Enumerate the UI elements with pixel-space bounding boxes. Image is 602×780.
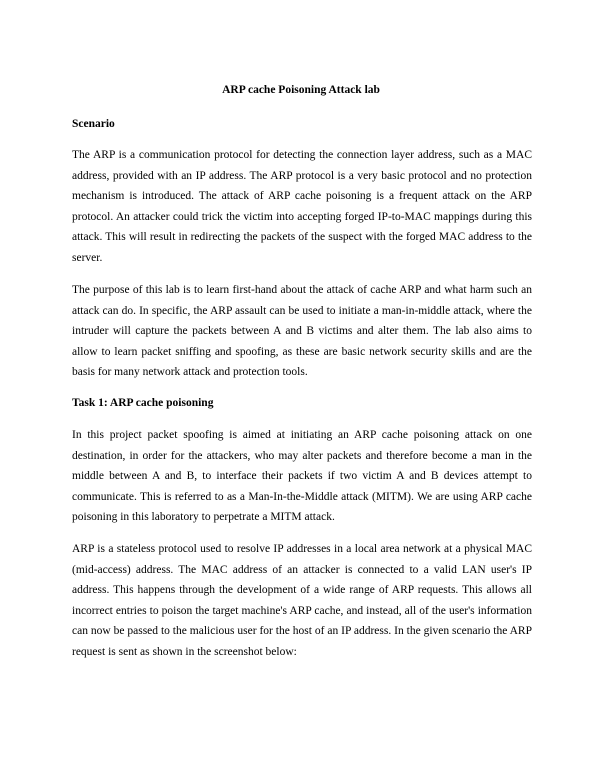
paragraph-scenario-2: The purpose of this lab is to learn first-hand about the attack of cache ARP and what harm such an attack can do. In specific, the ARP assault can be used to initiate a man-in-middle attack, where the intruder will capture the packets between A and B victims and alter them. The lab also aims to allow to learn packet sniffing and spoofing, as these are basic network security skills and are the basis for many network attack and protection tools. [72,284,532,378]
section-heading-scenario: Scenario [72,118,115,130]
section-heading-task1: Task 1: ARP cache poisoning [72,397,214,409]
paragraph-task1-1: In this project packet spoofing is aimed at initiating an ARP cache poisoning attack on one destination, in order for the attackers, who may alter packets and therefore become a man in the middle between A and B, to interface their packets if two victim A and B devices attempt to communicate. This is referred to as a Man-In-the-Middle attack (MITM). We are using ARP cache poisoning in this laboratory to perpetrate a MITM attack. [72,429,532,523]
paragraph-task1-2: ARP is a stateless protocol used to resolve IP addresses in a local area network at a physical MAC (mid-access) address. The MAC address of an attacker is connected to a valid LAN user's IP address. This happens through the development of a wide range of ARP requests. This allows all incorrect entries to poison the target machine's ARP cache, and instead, all of the user's information can now be passed to the malicious user for the host of an IP address. In the given scenario the ARP request is sent as shown in the screenshot below: [72,543,532,658]
document-title: ARP cache Poisoning Attack lab [222,84,380,96]
paragraph-scenario-1: The ARP is a communication protocol for detecting the connection layer address, such as a MAC address, provided with an IP address. The ARP protocol is a very basic protocol and no protection mechanism is introduced. The attack of ARP cache poisoning is a frequent attack on the ARP protocol. An attacker could trick the victim into accepting forged IP-to-MAC mappings during this attack. This will result in redirecting the packets of the suspect with the forged MAC address to the server. [72,149,532,264]
